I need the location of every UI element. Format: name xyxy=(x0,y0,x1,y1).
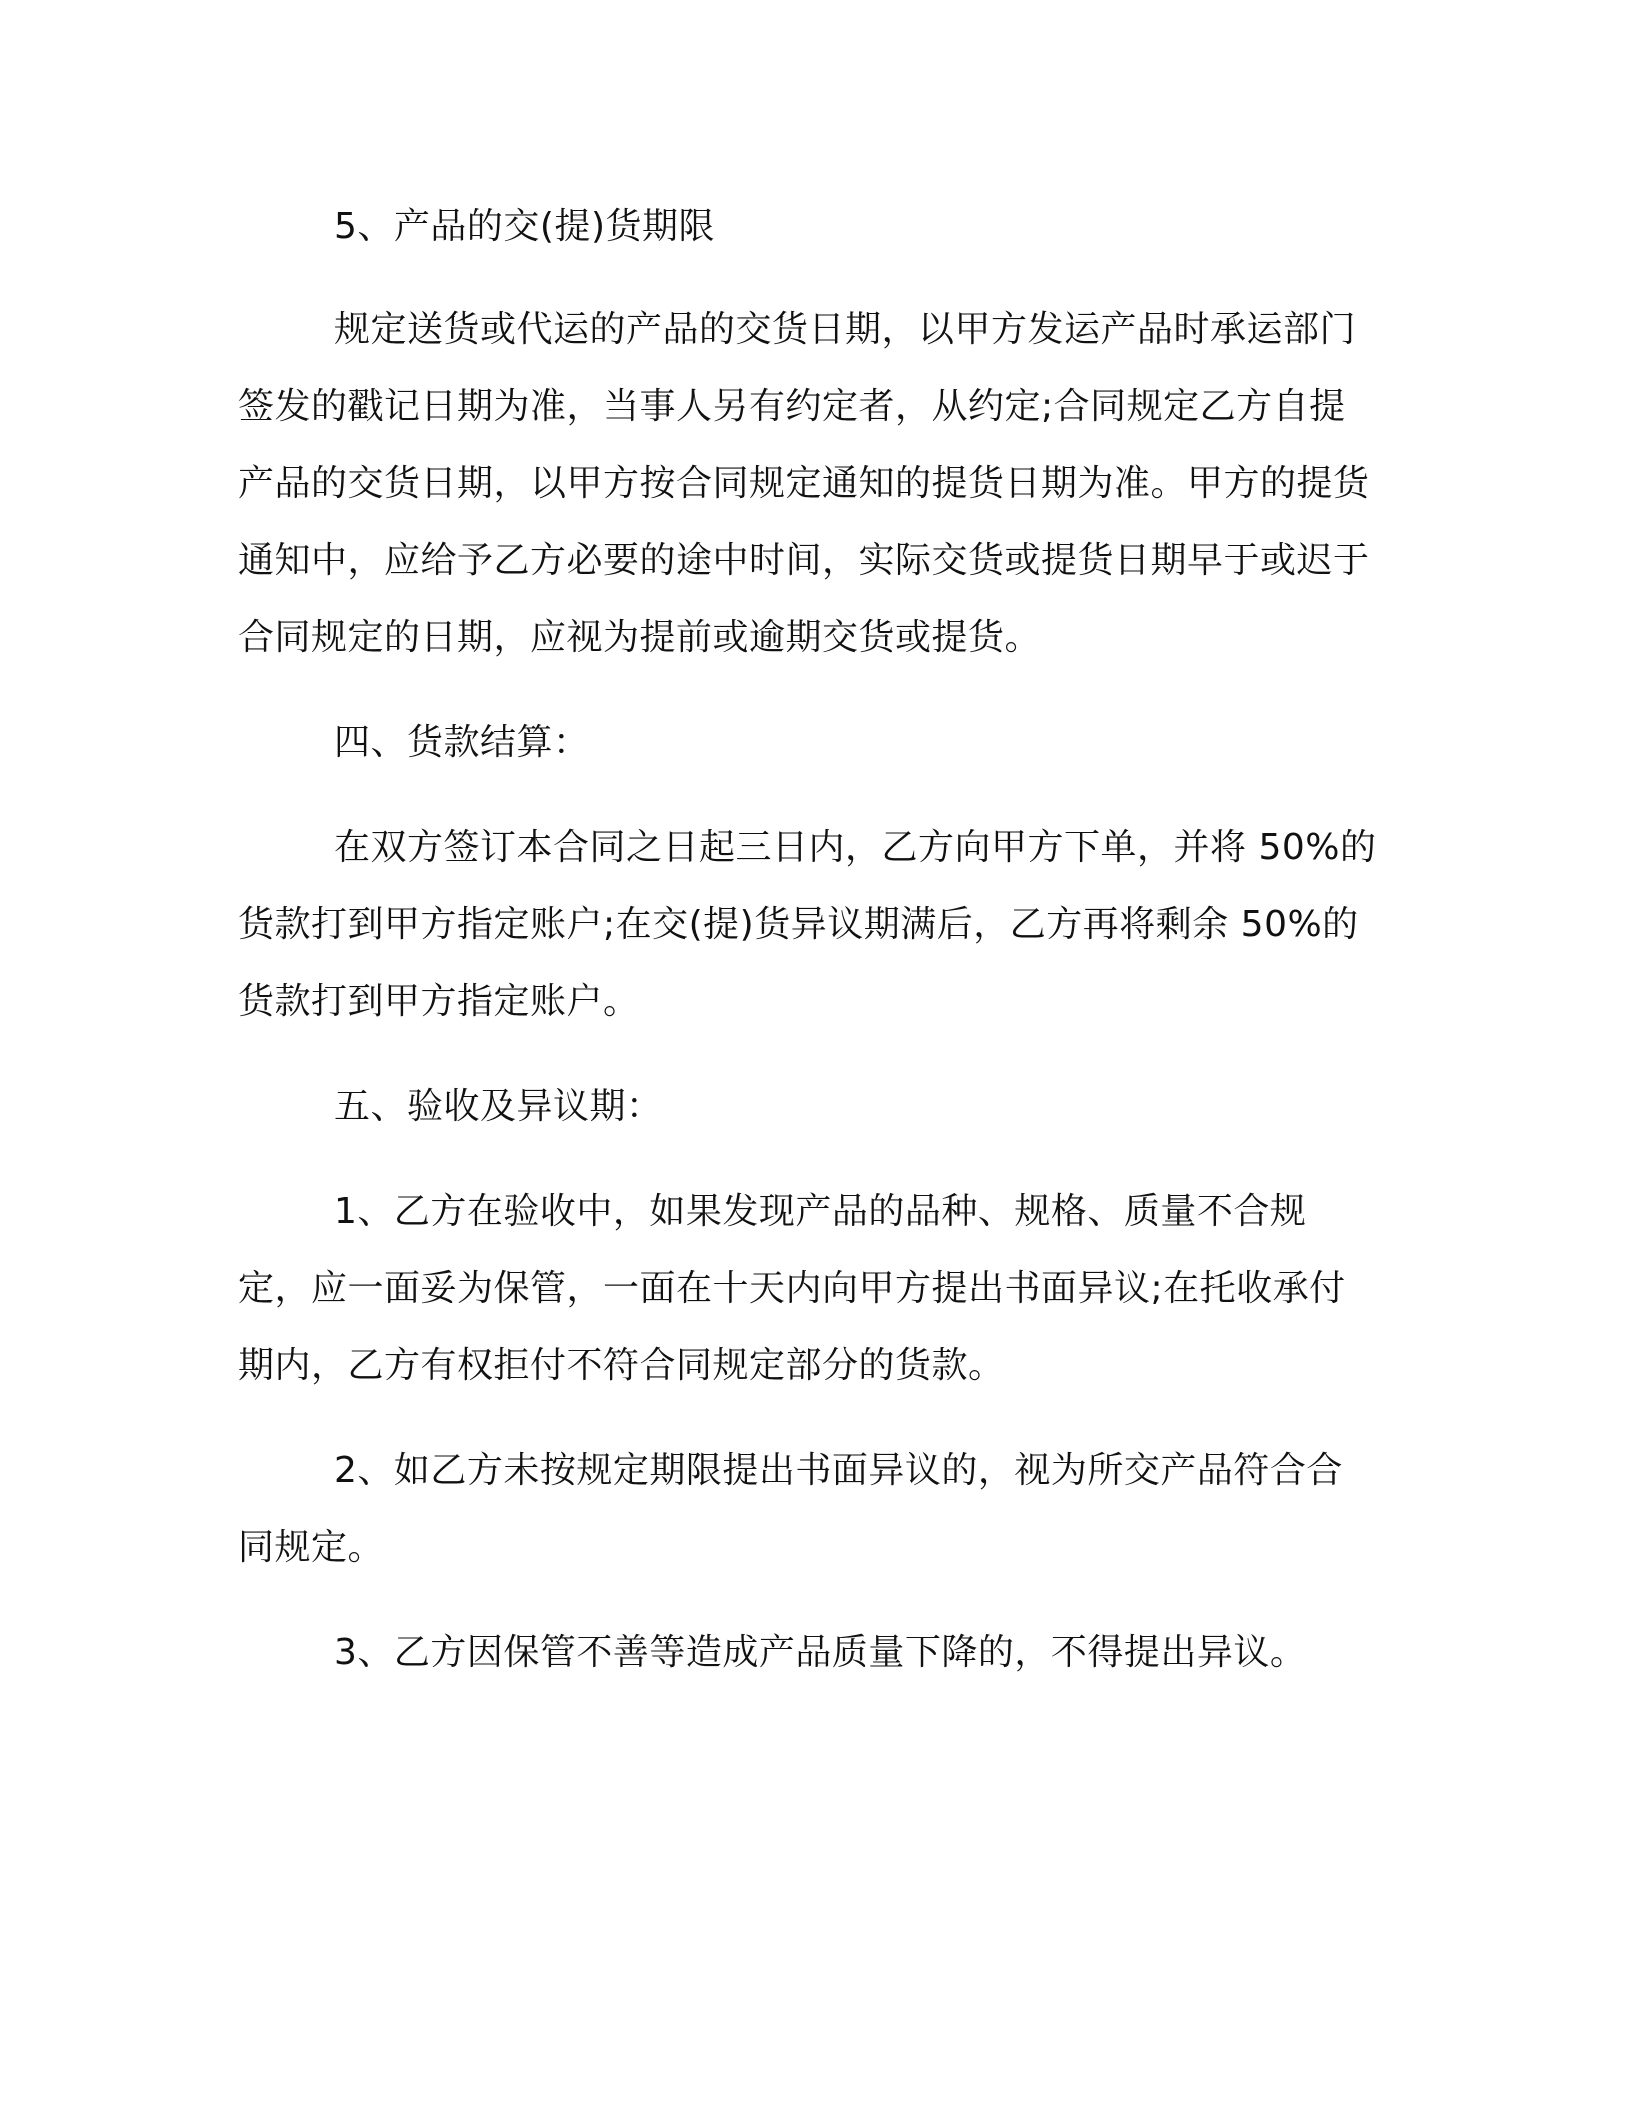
document-body xyxy=(238,188,1378,1691)
paragraph-acceptance-item-3: 3、乙方因保管不善等造成产品质量下降的，不得提出异议。 xyxy=(334,1632,1307,1673)
paragraph-acceptance-item-2: 2、如乙方未按规定期限提出书面异议的，视为所交产品符合合同规定。 xyxy=(238,1450,1343,1568)
paragraph-delivery-date-rules: 规定送货或代运的产品的交货日期，以甲方发运产品时承运部门签发的戳记日期为准，当事人另有约定者，从约定;合同规定乙方自提产品的交货日期，以甲方按合同规定通知的提货日期为准。甲方的提货通知中，应给予乙方必要的途中时间，实际交货或提货日期早于或迟于合同规定的日期，应视为提前或逾期交货或提货。 xyxy=(238,309,1370,658)
section-heading-payment-settlement: 四、货款结算： xyxy=(334,722,590,763)
section-heading-acceptance-objection: 五、验收及异议期： xyxy=(334,1086,663,1127)
paragraph-payment-terms: 在双方签订本合同之日起三日内，乙方向甲方下单，并将 50%的货款打到甲方指定账户;在交(提)货异议期满后，乙方再将剩余 50%的货款打到甲方指定账户。 xyxy=(238,827,1377,1022)
paragraph-acceptance-item-1: 1、乙方在验收中，如果发现产品的品种、规格、质量不合规定，应一面妥为保管，一面在十天内向甲方提出书面异议;在托收承付期内，乙方有权拒付不符合同规定部分的货款。 xyxy=(238,1191,1346,1386)
section-heading-delivery-period: 5、产品的交(提)货期限 xyxy=(334,206,715,247)
